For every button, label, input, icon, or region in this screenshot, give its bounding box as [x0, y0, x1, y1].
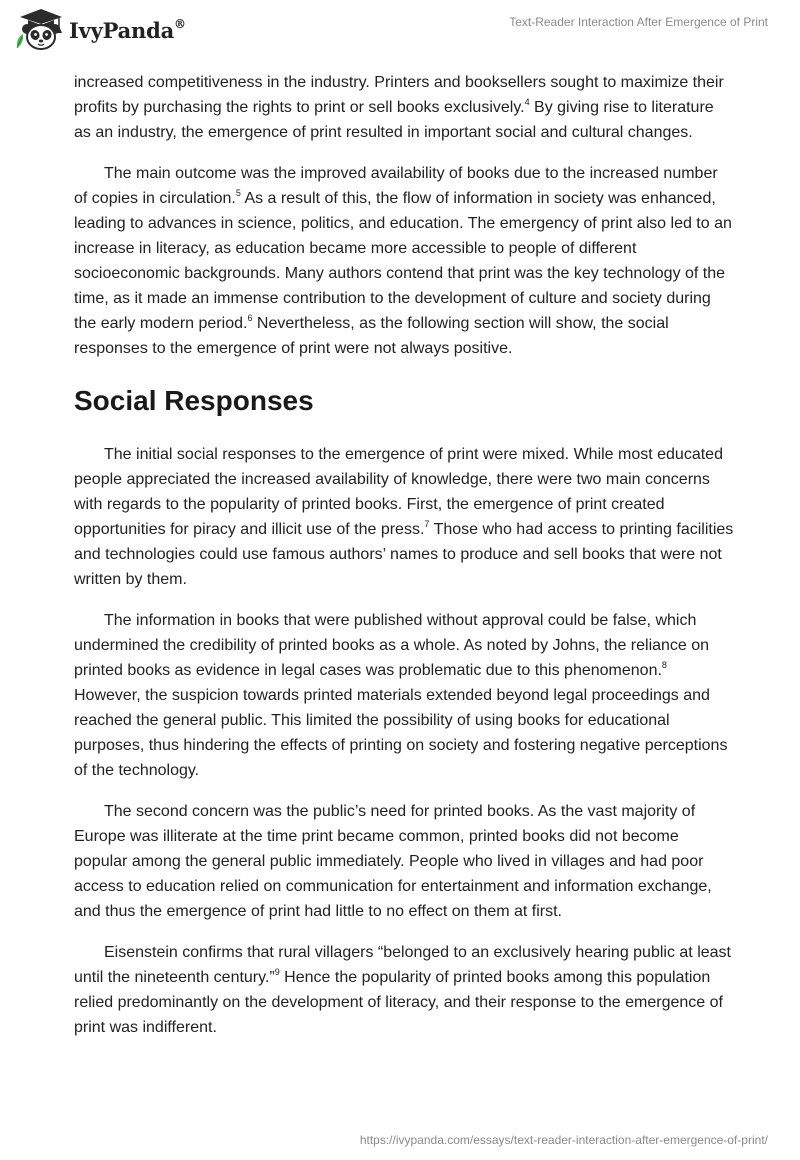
paragraph: increased competitiveness in the industry. Printers and booksellers sought to maximize their profits by purchasing the rights to print or sell books exclusively.$^4$ By giving rise to literature as an industry, the emergence of print resulted in important social and cultural changes.	[74, 74, 724, 141]
paragraph: The main outcome was the improved availability of books due to the increased number of copies in circulation.$^5$ As a result of this, the flow of information in society was enhanced, leading to advances in science, politics, and education. The emergency of print also led to an increase in literacy, as education became more accessible to people of different socioeconomic backgrounds. Many authors contend that print was the key technology of the time, as it made an immense contribution to the development of culture and society during the early modern period.$^6$ Nevertheless, as the following section will show, the social responses to the emergence of print were not always positive.	[74, 165, 732, 357]
paragraph: Eisenstein confirms that rural villagers “belonged to an exclusively hearing public at least until the nineteenth century.”$^9$ Hence the popularity of printed books among this population relied predominantly on the development of literacy, and their response to the emergence of print was indifferent.	[74, 944, 731, 1036]
ivypanda-logo[interactable]	[14, 8, 186, 52]
section-heading: Social Responses	[74, 385, 314, 416]
footnote-ref[interactable]: 7	[424, 518, 430, 529]
paragraph: The initial social responses to the emergence of print were mixed. While most educated people appreciated the increased availability of knowledge, there were two main concerns with regards to the popularity of printed books. First, the emergence of print created opportunities for piracy and illicit use of the press.$^7$ Those who had access to printing facilities and technologies could use famous authors’ names to produce and sell books that were not written by them.	[74, 446, 734, 588]
essay-body	[74, 70, 734, 1056]
panda-logo-icon	[14, 8, 64, 52]
document-title: Text-Reader Interaction After Emergence of Print	[509, 15, 768, 29]
source-url[interactable]: https://ivypanda.com/essays/text-reader-interaction-after-emergence-of-print/	[359, 1133, 768, 1147]
footnote-ref[interactable]: 5	[235, 187, 241, 198]
brand-name: IvyPanda®	[69, 16, 186, 43]
footnote-ref[interactable]: 9	[274, 966, 280, 977]
paragraph: The second concern was the public’s need for printed books. As the vast majority of Europe was illiterate at the time print became common, printed books did not become popular among the general public immediately. People who lived in villages and had poor access to education relied on communication for entertainment and information exchange, and thus the emergence of print had little to no effect on them at first.	[74, 803, 712, 920]
paragraph: The information in books that were published without approval could be false, which undermined the credibility of printed books as a whole. As noted by Johns, the reliance on printed books as evidence in legal cases was problematic due to this phenomenon.$^8$ However, the suspicion towards printed materials extended beyond legal proceedings and reached the general public. This limited the possibility of using books for educational purposes, thus hindering the effects of printing on society and fostering negative perceptions of the technology.	[74, 612, 728, 779]
footnote-ref[interactable]: 4	[524, 96, 530, 107]
footnote-ref[interactable]: 8	[661, 659, 667, 670]
footnote-ref[interactable]: 6	[247, 312, 253, 323]
page-header	[0, 0, 800, 70]
